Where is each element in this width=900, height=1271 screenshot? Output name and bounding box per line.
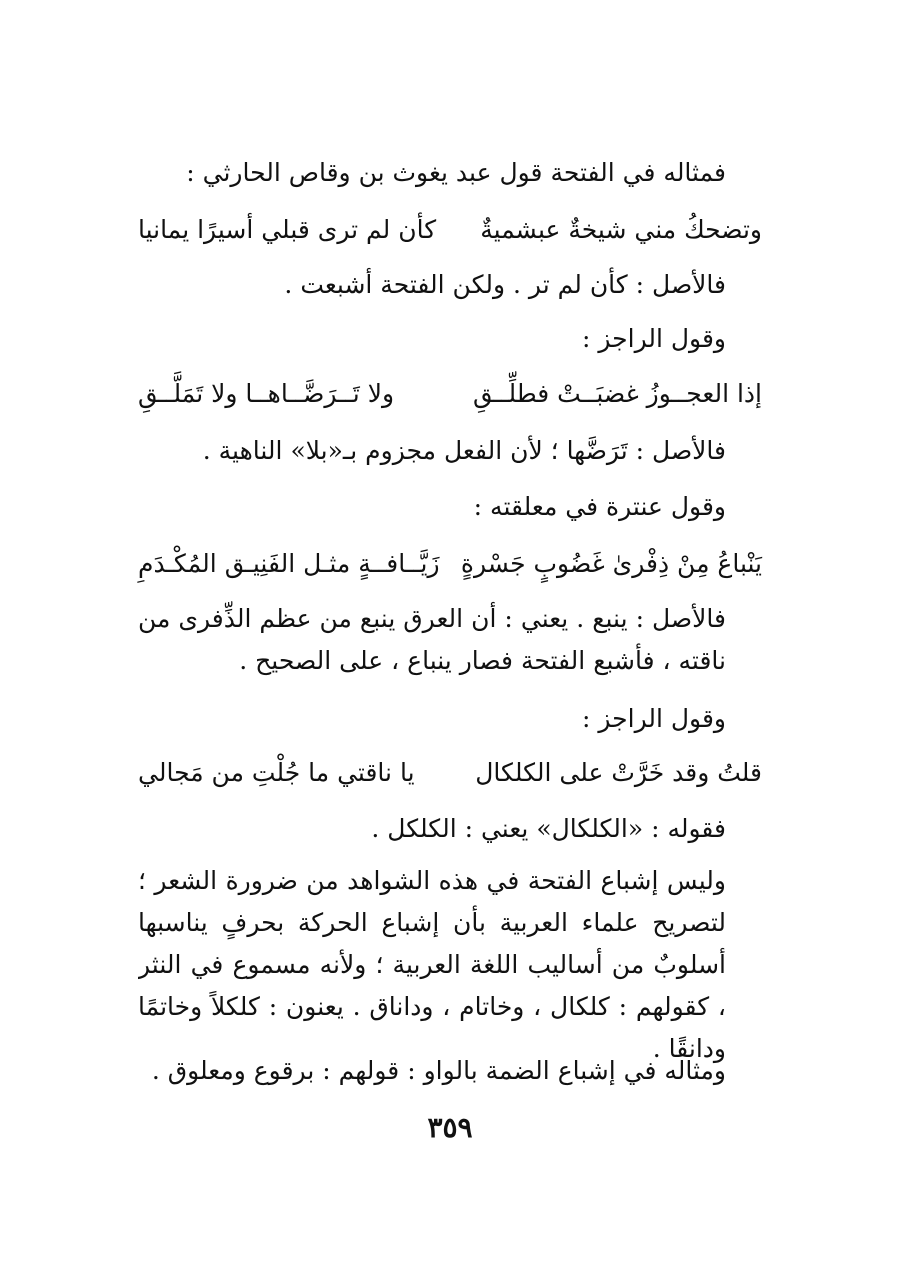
explanation-paragraph-2: فالأصل : تَرَضَّها ؛ لأن الفعل مجزوم بـ«بلا» الناهية .: [202, 436, 726, 465]
intro-paragraph-3: وقول عنترة في معلقته :: [473, 492, 726, 521]
intro-paragraph-2: وقول الراجز :: [582, 324, 726, 353]
verse-4-second-hemistich: يا ناقتي ما جُلْتِ من مَجالي: [138, 758, 415, 787]
verse-line-2: [138, 373, 762, 415]
explanation-paragraph-3: فالأصل : ينبع . يعني : أن العرق ينبع من عظم الذِّفرى من ناقته ، فأشبع الفتحة فصار ينباع ، على الصحيح .: [138, 604, 726, 675]
page-number: ٣٥٩: [427, 1111, 473, 1144]
main-paragraph: وليس إشباع الفتحة في هذه الشواهد من ضرورة الشعر ؛ لتصريح علماء العربية بأن إشباع الحركة بحرفٍ يناسبها أسلوبٌ من أساليب اللغة العربية ؛ ولأنه مسموع في النثر ، كقولهم : كلكال ، وخاتام ، وداناق . يعنون : كلكلاً وخاتمًا ودانقًا .: [138, 866, 726, 1063]
verse-line-4: [138, 752, 762, 794]
verse-4-first-hemistich: قلتُ وقد خَرَّتْ على الكلكال: [475, 758, 762, 787]
verse-line-3: [138, 543, 762, 585]
closing-paragraph: ومثاله في إشباع الضمة بالواو : قولهم : برقوع ومعلوق .: [151, 1056, 726, 1085]
intro-paragraph: فمثاله في الفتحة قول عبد يغوث بن وقاص الحارثي :: [186, 158, 726, 187]
verse-2-first-hemistich: إذا العجــوزُ غضبَــتْ فطلِّــقِ: [473, 379, 762, 408]
verse-3-second-hemistich: زَيَّــافــةٍ مثـل الفَنِيـق المُكْـدَمِ: [138, 549, 440, 578]
explanation-paragraph-4: فقوله : «الكلكال» يعني : الكلكل .: [371, 814, 726, 843]
verse-1-second-hemistich: كأن لم ترى قبلي أسيرًا يمانيا: [138, 215, 437, 244]
verse-1-first-hemistich: وتضحكُ مني شيخةٌ عبشميةٌ: [480, 215, 762, 244]
verse-2-second-hemistich: ولا تَــرَضَّــاهــا ولا تَمَلَّــقِ: [138, 379, 395, 408]
verse-3-first-hemistich: يَنْباعُ مِنْ ذِفْرىٰ غَضُوبٍ جَسْرةٍ: [460, 549, 762, 578]
explanation-paragraph-1: فالأصل : كأن لم تر . ولكن الفتحة أشبعت .: [284, 270, 726, 299]
verse-line-1: [138, 209, 762, 251]
intro-paragraph-4: وقول الراجز :: [582, 704, 726, 733]
